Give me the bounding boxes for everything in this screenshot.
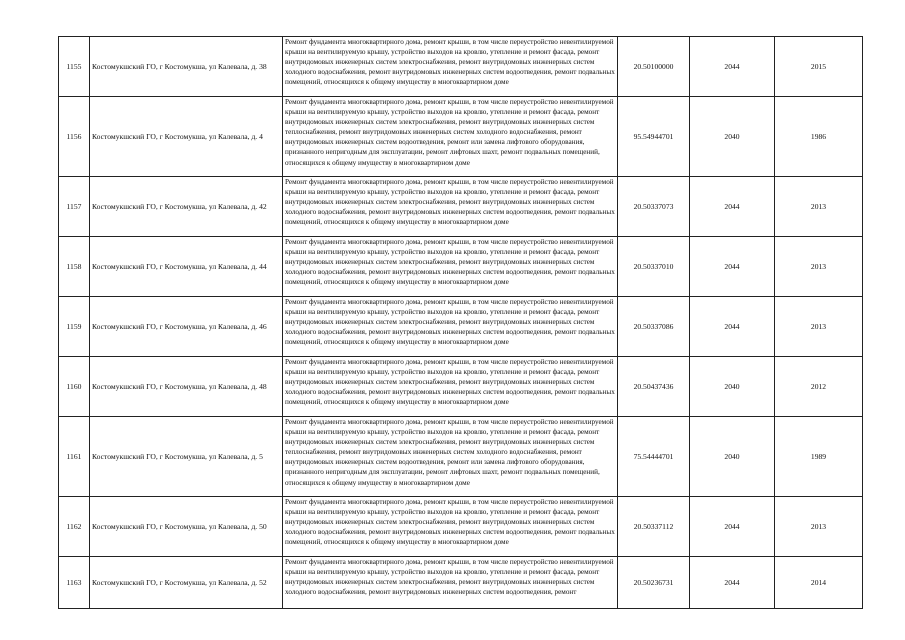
row-works <box>283 97 618 177</box>
row-address: Костомукшский ГО, г Костомукша, ул Калевала, д. 48 <box>90 357 283 417</box>
table-row <box>59 357 863 417</box>
row-works-text: Ремонт фундамента многоквартирного дома, ремонт крыши, в том числе переустройство невентилируемой крыши на вентилируемую крышу, устройство выходов на кровлю, утепление и ремонт фасада, ремонт внутридомовых инженерных систем электроснабжения, ремонт внутридомовых инженерных систем холодного водоснабжения, ремонт внутридомовых инженерных систем водоотведения, ремонт <box>285 558 614 597</box>
row-works <box>283 237 618 297</box>
row-works <box>283 417 618 497</box>
row-address: Костомукшский ГО, г Костомукша, ул Калевала, д. 50 <box>90 497 283 557</box>
row-build-year: 1986 <box>775 97 863 177</box>
row-cost: 75.54444701 <box>618 417 690 497</box>
row-address: Костомукшский ГО, г Костомукша, ул Калевала, д. 52 <box>90 557 283 609</box>
table-row <box>59 237 863 297</box>
row-address: Костомукшский ГО, г Костомукша, ул Калевала, д. 4 <box>90 97 283 177</box>
row-build-year: 2014 <box>775 557 863 609</box>
row-build-year: 2013 <box>775 237 863 297</box>
table-row <box>59 497 863 557</box>
row-cost: 20.50236731 <box>618 557 690 609</box>
row-number: 1161 <box>59 417 90 497</box>
row-address: Костомукшский ГО, г Костомукша, ул Калевала, д. 38 <box>90 37 283 97</box>
row-address: Костомукшский ГО, г Костомукша, ул Калевала, д. 5 <box>90 417 283 497</box>
row-works-text: Ремонт фундамента многоквартирного дома, ремонт крыши, в том числе переустройство невентилируемой крыши на вентилируемую крышу, устройство выходов на кровлю, утепление и ремонт фасада, ремонт внутридомовых инженерных систем электроснабжения, ремонт внутридомовых инженерных систем холодного водоснабжения, ремонт внутридомовых инженерных систем водоотведения, ремонт подвальных помещений, относящихся к общему имуществу в многоквартирном доме <box>285 498 615 547</box>
table-row <box>59 37 863 97</box>
row-repair-year: 2044 <box>690 177 775 237</box>
table-row <box>59 177 863 237</box>
row-build-year: 2013 <box>775 177 863 237</box>
row-build-year: 2013 <box>775 497 863 557</box>
row-cost: 20.50337086 <box>618 297 690 357</box>
table-row <box>59 557 863 609</box>
row-works <box>283 37 618 97</box>
row-works <box>283 497 618 557</box>
row-works-text: Ремонт фундамента многоквартирного дома, ремонт крыши, в том числе переустройство невентилируемой крыши на вентилируемую крышу, устройство выходов на кровлю, утепление и ремонт фасада, ремонт внутридомовых инженерных систем электроснабжения, ремонт внутридомовых инженерных систем холодного водоснабжения, ремонт внутридомовых инженерных систем водоотведения, ремонт подвальных помещений, относящихся к общему имуществу в многоквартирном доме <box>285 178 615 227</box>
row-address: Костомукшский ГО, г Костомукша, ул Калевала, д. 46 <box>90 297 283 357</box>
row-cost: 20.50437436 <box>618 357 690 417</box>
row-works-text: Ремонт фундамента многоквартирного дома, ремонт крыши, в том числе переустройство невентилируемой крыши на вентилируемую крышу, устройство выходов на кровлю, утепление и ремонт фасада, ремонт внутридомовых инженерных систем электроснабжения, ремонт внутридомовых инженерных систем теплоснабжения, ремонт внутридомовых инженерных систем холодного водоснабжения, ремонт внутридомовых инженерных систем водоотведения, ремонт или замена лифтового оборудования, признанного непригодным для эксплуатации, ремонт лифтовых шахт, ремонт подвальных помещений, относящихся к общему имуществу в многоквартирном доме <box>285 98 614 167</box>
row-repair-year: 2044 <box>690 497 775 557</box>
row-number: 1160 <box>59 357 90 417</box>
row-cost: 20.50337010 <box>618 237 690 297</box>
table-row <box>59 97 863 177</box>
row-repair-year: 2040 <box>690 417 775 497</box>
row-works-text: Ремонт фундамента многоквартирного дома, ремонт крыши, в том числе переустройство невентилируемой крыши на вентилируемую крышу, устройство выходов на кровлю, утепление и ремонт фасада, ремонт внутридомовых инженерных систем электроснабжения, ремонт внутридомовых инженерных систем холодного водоснабжения, ремонт внутридомовых инженерных систем водоотведения, ремонт подвальных помещений, относящихся к общему имуществу в многоквартирном доме <box>285 298 615 347</box>
row-number: 1157 <box>59 177 90 237</box>
row-works-text: Ремонт фундамента многоквартирного дома, ремонт крыши, в том числе переустройство невентилируемой крыши на вентилируемую крышу, устройство выходов на кровлю, утепление и ремонт фасада, ремонт внутридомовых инженерных систем электроснабжения, ремонт внутридомовых инженерных систем холодного водоснабжения, ремонт внутридомовых инженерных систем водоотведения, ремонт подвальных помещений, относящихся к общему имуществу в многоквартирном доме <box>285 358 615 407</box>
row-cost: 20.50100000 <box>618 37 690 97</box>
row-works <box>283 177 618 237</box>
row-repair-year: 2044 <box>690 237 775 297</box>
repair-program-table <box>58 36 863 609</box>
row-repair-year: 2040 <box>690 97 775 177</box>
row-address: Костомукшский ГО, г Костомукша, ул Калевала, д. 44 <box>90 237 283 297</box>
row-works <box>283 557 618 609</box>
table-row <box>59 297 863 357</box>
row-number: 1162 <box>59 497 90 557</box>
row-works <box>283 357 618 417</box>
row-build-year: 2012 <box>775 357 863 417</box>
row-cost: 95.54944701 <box>618 97 690 177</box>
row-repair-year: 2044 <box>690 557 775 609</box>
row-build-year: 1989 <box>775 417 863 497</box>
row-number: 1156 <box>59 97 90 177</box>
row-repair-year: 2044 <box>690 297 775 357</box>
row-works-text: Ремонт фундамента многоквартирного дома, ремонт крыши, в том числе переустройство невентилируемой крыши на вентилируемую крышу, устройство выходов на кровлю, утепление и ремонт фасада, ремонт внутридомовых инженерных систем электроснабжения, ремонт внутридомовых инженерных систем теплоснабжения, ремонт внутридомовых инженерных систем холодного водоснабжения, ремонт внутридомовых инженерных систем водоотведения, ремонт или замена лифтового оборудования, признанного непригодным для эксплуатации, ремонт лифтовых шахт, ремонт подвальных помещений, относящихся к общему имуществу в многоквартирном доме <box>285 418 614 487</box>
row-works-text: Ремонт фундамента многоквартирного дома, ремонт крыши, в том числе переустройство невентилируемой крыши на вентилируемую крышу, устройство выходов на кровлю, утепление и ремонт фасада, ремонт внутридомовых инженерных систем электроснабжения, ремонт внутридомовых инженерных систем холодного водоснабжения, ремонт внутридомовых инженерных систем водоотведения, ремонт подвальных помещений, относящихся к общему имуществу в многоквартирном доме <box>285 238 615 287</box>
row-works-text: Ремонт фундамента многоквартирного дома, ремонт крыши, в том числе переустройство невентилируемой крыши на вентилируемую крышу, устройство выходов на кровлю, утепление и ремонт фасада, ремонт внутридомовых инженерных систем электроснабжения, ремонт внутридомовых инженерных систем холодного водоснабжения, ремонт внутридомовых инженерных систем водоотведения, ремонт подвальных помещений, относящихся к общему имуществу в многоквартирном доме <box>285 38 615 87</box>
row-address: Костомукшский ГО, г Костомукша, ул Калевала, д. 42 <box>90 177 283 237</box>
row-repair-year: 2044 <box>690 37 775 97</box>
row-build-year: 2015 <box>775 37 863 97</box>
table-row <box>59 417 863 497</box>
row-cost: 20.50337112 <box>618 497 690 557</box>
row-build-year: 2013 <box>775 297 863 357</box>
row-number: 1158 <box>59 237 90 297</box>
row-works <box>283 297 618 357</box>
row-repair-year: 2040 <box>690 357 775 417</box>
row-cost: 20.50337073 <box>618 177 690 237</box>
row-number: 1155 <box>59 37 90 97</box>
row-number: 1159 <box>59 297 90 357</box>
row-number: 1163 <box>59 557 90 609</box>
